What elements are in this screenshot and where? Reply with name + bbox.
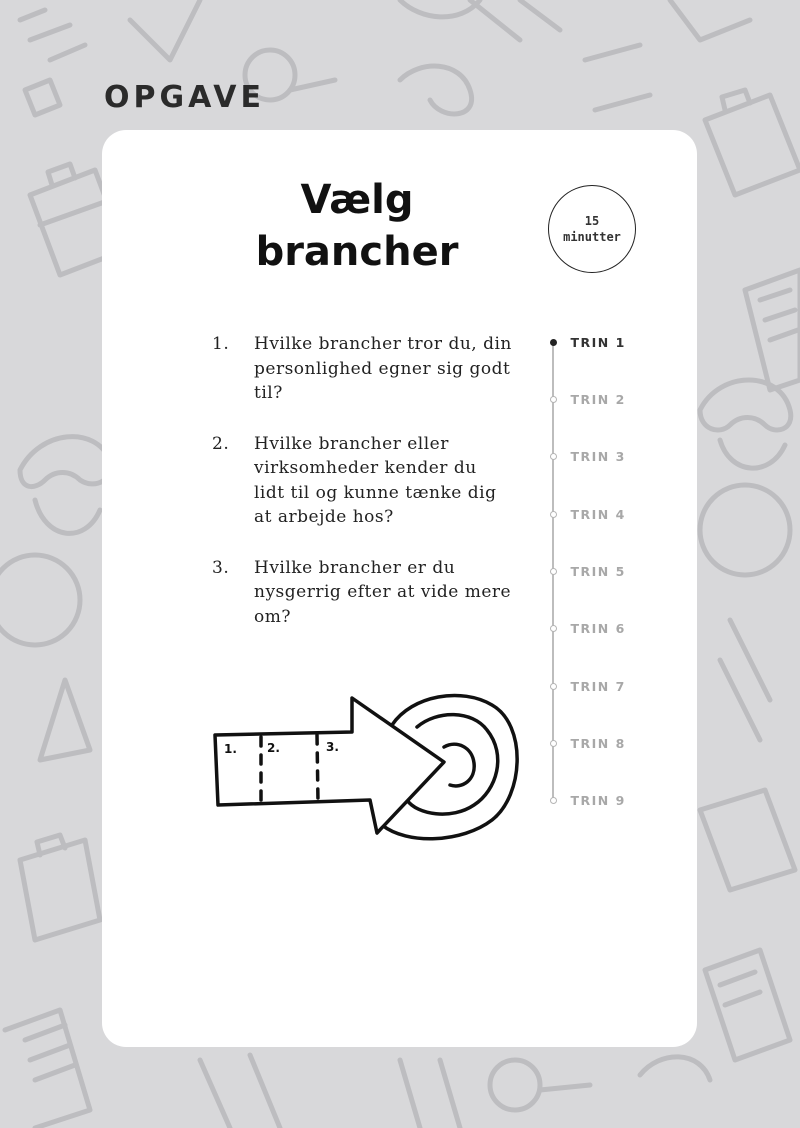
question-number: 3. bbox=[212, 557, 230, 578]
arrow-shape bbox=[215, 698, 444, 833]
segment-label: 1. bbox=[224, 742, 237, 756]
step-dot-icon bbox=[550, 740, 557, 747]
step-label: TRIN 6 bbox=[570, 620, 626, 636]
section-header: OPGAVE bbox=[104, 80, 266, 115]
target-icon bbox=[700, 485, 790, 740]
step-5 bbox=[542, 561, 626, 581]
step-1 bbox=[542, 332, 626, 352]
phone-icon bbox=[700, 380, 791, 468]
segment-label: 3. bbox=[326, 740, 339, 754]
step-dot-icon bbox=[550, 683, 557, 690]
question-item bbox=[212, 332, 512, 406]
phone-icon bbox=[20, 437, 111, 534]
checklist-icon bbox=[20, 10, 85, 115]
step-9 bbox=[542, 790, 626, 810]
step-dot-icon bbox=[550, 511, 557, 518]
step-dot-icon bbox=[550, 625, 557, 632]
step-6 bbox=[542, 618, 626, 638]
question-number: 1. bbox=[212, 334, 230, 354]
question-item bbox=[212, 432, 512, 530]
step-timeline bbox=[542, 330, 662, 810]
step-7 bbox=[542, 676, 626, 696]
briefcase-icon bbox=[700, 790, 795, 890]
task-title-line-1: Vælg bbox=[300, 177, 414, 223]
briefcase-icon bbox=[705, 90, 800, 195]
step-label: TRIN 7 bbox=[570, 678, 626, 694]
step-3 bbox=[542, 446, 626, 466]
step-dot-icon bbox=[550, 797, 557, 804]
target-icon bbox=[0, 555, 90, 760]
step-label: TRIN 5 bbox=[570, 563, 626, 579]
duration-unit: minutter bbox=[563, 230, 621, 244]
step-label: TRIN 3 bbox=[570, 448, 626, 464]
briefcase-icon bbox=[20, 835, 100, 940]
question-text: Hvilke brancher tror du, din personlighed egner sig godt til? bbox=[254, 334, 512, 403]
target-ring-inner bbox=[444, 744, 474, 786]
duration-badge bbox=[548, 185, 636, 273]
task-title-line-2: brancher bbox=[255, 229, 459, 275]
step-dot-icon bbox=[550, 396, 557, 403]
question-item bbox=[212, 556, 512, 630]
duration-number: 15 bbox=[584, 214, 600, 228]
magnifier-icon bbox=[490, 1060, 590, 1110]
question-text: Hvilke brancher eller virksomheder kender du lidt til og kunne tænke dig at arbejde hos? bbox=[254, 433, 497, 527]
step-8 bbox=[542, 733, 626, 753]
step-dot-icon bbox=[550, 453, 557, 460]
question-number: 2. bbox=[212, 433, 230, 454]
question-list bbox=[212, 332, 512, 655]
arrow-target-illustration bbox=[212, 685, 532, 865]
question-text: Hvilke brancher er du nysgerrig efter at vide mere om? bbox=[254, 557, 512, 627]
step-label: TRIN 2 bbox=[570, 391, 626, 407]
document-icon bbox=[745, 270, 800, 390]
step-label: TRIN 8 bbox=[570, 735, 626, 751]
step-label: TRIN 1 bbox=[570, 334, 626, 350]
segment-label: 2. bbox=[267, 741, 280, 755]
task-card bbox=[102, 130, 697, 1047]
step-label: TRIN 9 bbox=[570, 792, 626, 808]
step-2 bbox=[542, 389, 626, 409]
step-4 bbox=[542, 504, 626, 524]
step-label: TRIN 4 bbox=[570, 506, 626, 522]
task-title bbox=[222, 174, 492, 278]
document-icon bbox=[705, 950, 790, 1060]
step-dot-icon bbox=[550, 568, 557, 575]
step-dot-icon bbox=[550, 339, 557, 346]
document-icon bbox=[5, 1010, 90, 1128]
